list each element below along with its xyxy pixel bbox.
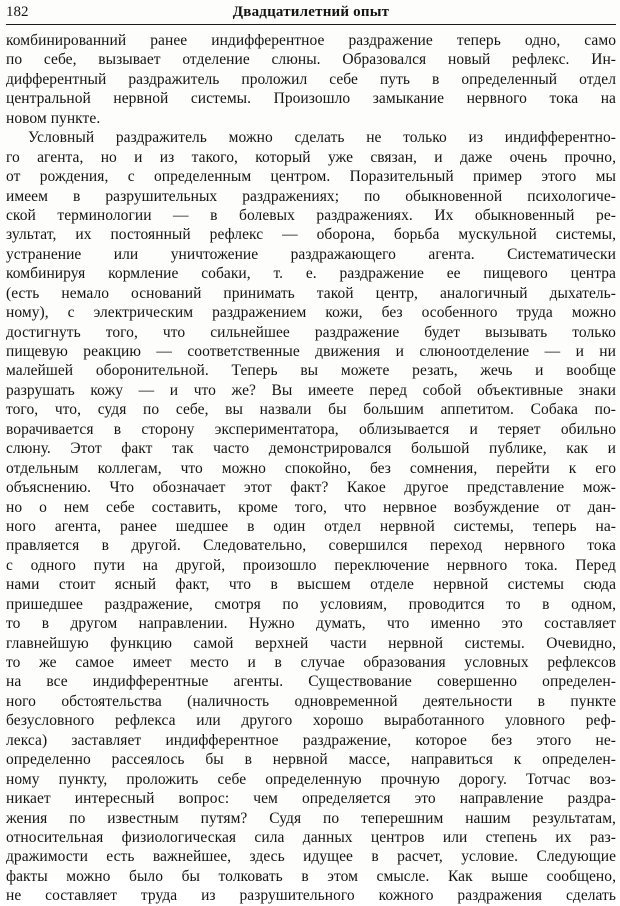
text-line: имеем в разрушительных раздражениях; по обыкновенной психологиче-	[6, 187, 616, 205]
text-line: малейшей оборонительной. Теперь вы можете резать, жечь и вообще	[6, 362, 616, 380]
header-rule	[6, 24, 616, 25]
text-line: правляется в другой. Следовательно, совершился переход нервного тока	[6, 537, 616, 555]
text-line: го агента, но и из такого, который уже связан, и даже очень прочно,	[6, 148, 616, 166]
text-line: отдельным коллегам, что можно спокойно, без сомнения, перейти к его	[6, 459, 616, 477]
text-line: ской терминологии — в болевых раздражениях. Их обыкновенный ре-	[6, 206, 616, 224]
text-line: комбинируя кормление собаки, т. е. раздражение ее пищевого центра	[6, 265, 616, 283]
paragraph	[6, 31, 616, 128]
text-line: жения по известным путям? Судя по теперешним нашим результатам,	[6, 809, 616, 827]
text-line: ному пункту, проложить себе определенную прочную дорогу. Тотчас воз-	[6, 770, 616, 788]
text-line: от рождения, с определенным центром. Поразительный пример этого мы	[6, 168, 616, 186]
text-line: не составляет труда из разрушительного кожного раздражения сделать	[6, 887, 616, 905]
paragraph	[6, 128, 616, 906]
text-line: новом пункте.	[6, 109, 101, 127]
text-line: то в другом направлении. Нужно думать, что именно это составляет	[6, 615, 616, 633]
page-header	[6, 2, 616, 22]
text-line: безусловного рефлекса или другого хорошо выработанного уловного реф-	[6, 712, 616, 730]
text-line: устранение или уничтожение раздражающего агента. Систематически	[6, 245, 616, 263]
text-line: ворачивается в сторону экспериментатора, облизывается и теряет обильно	[6, 420, 616, 438]
text-line: пришедшее раздражение, смотря по условиям, проводится то в одном,	[6, 595, 616, 613]
text-line: пищевую реакцию — соответственные движения и слюноотделение — и ни	[6, 343, 616, 360]
text-line: (есть немало оснований принимать такой центр, аналогичный дыхатель-	[6, 284, 616, 302]
text-line: ного обстоятельства (наличность одновременной деятельности в пункте	[6, 692, 616, 710]
text-line: объяснению. Что обозначает этот факт? Какое другое представление мож-	[6, 479, 616, 497]
text-line: относительная физиологическая сила данных центров или степень их раз-	[6, 828, 616, 846]
text-line: дифферентный раздражитель проложил себе путь в определенный отдел	[6, 70, 616, 88]
body-text	[6, 31, 616, 906]
text-line: главнейшую функцию самой верхней части нервной системы. Очевидно,	[6, 634, 616, 652]
text-line: разрушать кожу — и что же? Вы имеете перед собой объективные знаки	[6, 381, 616, 399]
text-line: дражимости есть важнейшее, здесь идущее в расчет, условие. Следующие	[6, 848, 616, 866]
text-line: факты можно было бы толковать в этом смысле. Как выше сообщено,	[6, 867, 616, 885]
text-line: по себе, вызывает отделение слюны. Образовался новый рефлекс. Ин-	[6, 51, 616, 69]
text-line: на все индифферентные агенты. Существование совершенно определен-	[6, 673, 616, 691]
text-line: Условный раздражитель можно сделать не только из индифферентно-	[28, 129, 616, 147]
text-line: комбинированний ранее индифферентное раздражение теперь одно, само	[6, 32, 616, 49]
text-line: лекса) заставляет индифферентное раздражение, которое без этого не-	[6, 731, 616, 749]
text-line: никает интересный вопрос: чем определяется это направление раздра-	[6, 790, 616, 808]
text-line: но о нем себе составить, кроме того, что нервное возбуждение от дан-	[6, 498, 616, 516]
text-line: нами стоит ясный факт, что в высшем отделе нервной системы сюда	[6, 576, 616, 594]
page-number: 182	[6, 4, 29, 20]
text-line: того, что, судя по себе, вы назвали бы большим аппетитом. Собака по-	[6, 401, 616, 419]
text-line: слюну. Этот факт так часто демонстрировался большой публике, как и	[6, 440, 616, 458]
text-line: с одного пути на другой, произошло переключение нервного тока. Перед	[6, 556, 616, 574]
text-line: ному), с электрическим раздражением кожи, без особенного труда можно	[6, 304, 616, 322]
text-line: определенно рассеялось бы в нервной массе, направиться к определен-	[6, 751, 616, 769]
text-line: зультат, их постоянный рефлекс — оборона, борьба мускульной системы,	[6, 226, 616, 244]
text-line: то же самое имеет место и в случае образования условных рефлексов	[6, 654, 616, 671]
running-title: Двадцатилетний опыт	[232, 4, 390, 20]
text-line: ного агента, ранее шедшее в один отдел нервной системы, теперь на-	[6, 517, 616, 535]
text-line: достигнуть того, что сильнейшее раздражение будет вызывать только	[6, 323, 616, 341]
text-line: центральной нервной системы. Произошло замыкание нервного тока на	[6, 90, 616, 108]
